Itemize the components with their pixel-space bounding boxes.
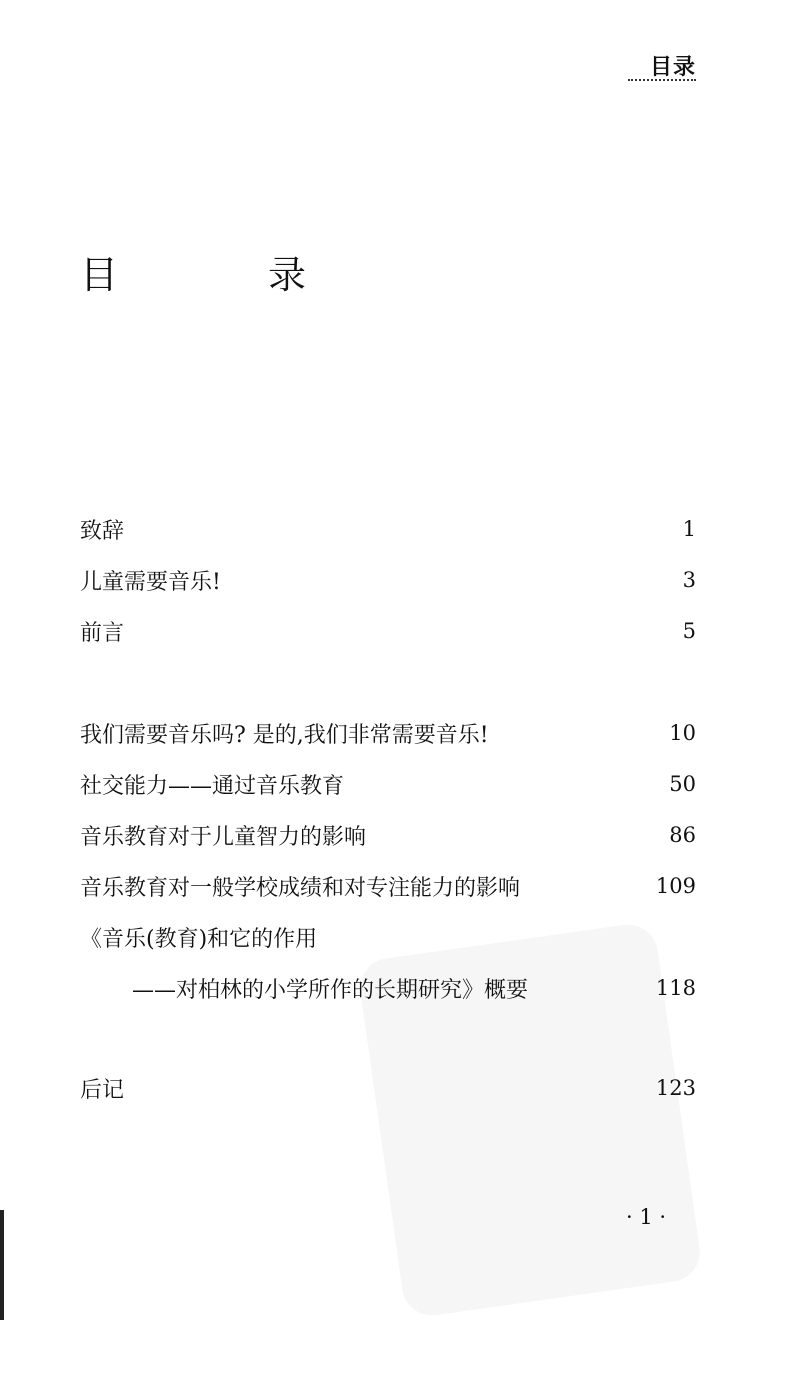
toc-entry-page: 3: [682, 568, 696, 592]
toc-entry-intelligence[interactable]: [80, 818, 696, 852]
toc-entry-page: 50: [669, 772, 696, 796]
toc-entry-label: 音乐教育对于儿童智力的影响: [80, 824, 367, 850]
toc-entry-page: 123: [655, 1076, 696, 1100]
page-title: 目 录: [80, 253, 363, 297]
toc-entry-school-performance[interactable]: [80, 869, 696, 903]
running-head: 目录: [649, 55, 696, 80]
toc-entry-summary-subtitle[interactable]: [132, 971, 696, 1005]
toc-entry-social-skills[interactable]: [80, 767, 696, 801]
toc-entry-page: 118: [655, 976, 696, 1000]
toc-entry-page: 86: [669, 823, 696, 847]
toc-entry-page: 5: [682, 619, 696, 643]
toc-entry-label: 我们需要音乐吗? 是的,我们非常需要音乐!: [80, 722, 489, 748]
toc-entry-summary-title[interactable]: [80, 920, 696, 954]
toc-entry-label: 社交能力——通过音乐教育: [80, 773, 345, 799]
toc-entry-dedication[interactable]: [80, 512, 696, 546]
page-number: · 1 ·: [626, 1205, 667, 1229]
toc-entry-label: 儿童需要音乐!: [80, 569, 221, 595]
toc-entry-label: 前言: [80, 620, 125, 646]
toc-entry-page: 109: [655, 874, 696, 898]
toc-entry-children-need-music[interactable]: [80, 563, 696, 597]
toc-entry-label: 后记: [80, 1077, 125, 1103]
toc-entry-label: 致辞: [80, 518, 125, 544]
toc-entry-do-we-need-music[interactable]: [80, 716, 696, 750]
toc-entry-page: 1: [682, 517, 696, 541]
running-head-rule: [628, 79, 696, 81]
toc-entry-afterword[interactable]: [80, 1071, 696, 1105]
scan-edge-mark: [0, 1210, 4, 1320]
toc-entry-label: ——对柏林的小学所作的长期研究》概要: [132, 977, 529, 1003]
toc-entry-label: 音乐教育对一般学校成绩和对专注能力的影响: [80, 875, 521, 901]
toc-entry-label: 《音乐(教育)和它的作用: [80, 926, 318, 952]
toc-entry-preface[interactable]: [80, 614, 696, 648]
toc-entry-page: 10: [669, 721, 696, 745]
